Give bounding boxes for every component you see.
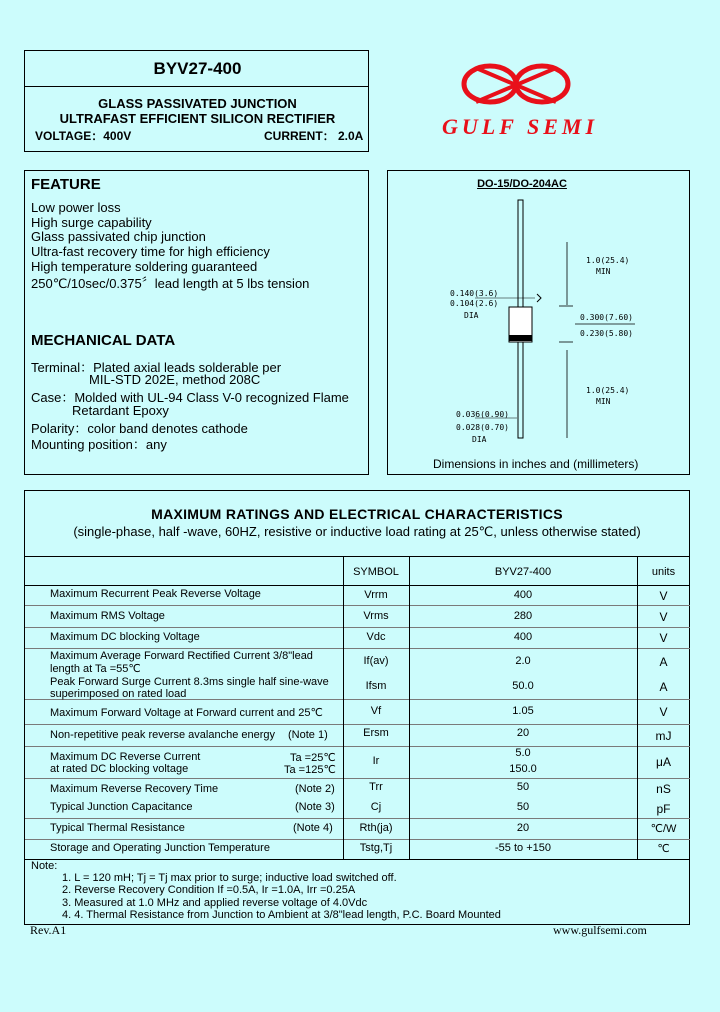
feature-item: Ultra-fast recovery time for high efficiency xyxy=(31,244,270,259)
header-box xyxy=(24,50,369,152)
mechanical-case-epoxy: Retardant Epoxy xyxy=(72,403,169,418)
value-vdc: 400 xyxy=(513,631,533,643)
package-title: DO-15/DO-204AC xyxy=(477,178,567,190)
value-ifsm: 50.0 xyxy=(512,680,534,692)
param-cj: Typical Junction Capacitance xyxy=(50,801,193,813)
unit-trr: nS xyxy=(656,782,671,796)
website: www.gulfsemi.com xyxy=(553,923,647,937)
gulf-semi-logo xyxy=(430,58,610,143)
col-header-units: units xyxy=(651,566,676,578)
symbol-cj: Cj xyxy=(370,801,382,813)
symbol-vrrm: Vrrm xyxy=(364,589,388,601)
row-divider xyxy=(25,839,690,840)
unit-ir: μA xyxy=(656,755,671,769)
dim-lead-top: 1.0(25.4) xyxy=(586,256,630,265)
value-ir-125: 150.0 xyxy=(509,763,537,775)
unit-ifav: A xyxy=(659,655,668,669)
symbol-ifsm: Ifsm xyxy=(365,680,387,692)
row-divider xyxy=(25,605,690,606)
dim-dia-max: 0.140(3.6) xyxy=(450,289,499,298)
col-header-symbol: SYMBOL xyxy=(353,566,399,578)
table-bottom-line xyxy=(25,859,690,860)
param-vf: Maximum Forward Voltage at Forward current and 25℃ xyxy=(50,707,323,719)
param-vdc: Maximum DC blocking Voltage xyxy=(50,631,200,643)
feature-item: Low power loss xyxy=(31,200,121,215)
symbol-trr: Trr xyxy=(369,781,383,793)
unit-rthja: ℃/W xyxy=(650,823,677,835)
symbol-vdc: Vdc xyxy=(366,631,386,643)
symbol-ifav: If(av) xyxy=(363,655,389,667)
unit-tstg: ℃ xyxy=(657,843,670,855)
param-tstg: Storage and Operating Junction Temperature xyxy=(50,842,270,854)
voltage-rating: VOLTAGE：400V xyxy=(35,129,132,143)
unit-ifsm: A xyxy=(659,680,668,694)
param-trr: Maximum Reverse Recovery Time xyxy=(50,783,219,795)
row-divider xyxy=(25,778,690,779)
table-top-line xyxy=(25,556,690,557)
symbol-rthja: Rth(ja) xyxy=(359,822,393,834)
row-divider xyxy=(25,818,690,819)
mechanical-terminal-std: MIL-STD 202E, method 208C xyxy=(89,372,261,387)
dim-lead-bottom-min: MIN xyxy=(596,397,611,406)
mechanical-title: MECHANICAL DATA xyxy=(31,332,176,349)
logo-text: GULF SEMI xyxy=(441,114,599,139)
feature-title: FEATURE xyxy=(31,176,101,193)
unit-vdc: V xyxy=(659,631,668,645)
symbol-ir: Ir xyxy=(372,755,380,767)
note-4: 4. 4. Thermal Resistance from Junction to Ambient at 3/8"lead length, P.C. Board Mounted xyxy=(62,909,501,921)
note-3: 3. Measured at 1.0 MHz and applied reverse voltage of 4.0Vdc xyxy=(62,897,368,909)
dim-dia-min: 0.104(2.6) xyxy=(450,299,499,308)
dim-body-min: 0.230(5.80) xyxy=(580,329,633,338)
value-cj: 50 xyxy=(516,801,530,813)
revision: Rev.A1 xyxy=(30,923,67,937)
feature-item: Glass passivated chip junction xyxy=(31,229,206,244)
param-ifav-line2: length at Ta =55℃ xyxy=(50,663,141,675)
dim-lead-bottom: 1.0(25.4) xyxy=(586,386,630,395)
symbol-ersm: Ersm xyxy=(363,727,389,739)
note-cj: (Note 3) xyxy=(295,801,335,813)
unit-vf: V xyxy=(659,705,668,719)
note-trr: (Note 2) xyxy=(295,783,335,795)
value-vrms: 280 xyxy=(513,610,533,622)
note-2: 2. Reverse Recovery Condition If =0.5A, Ir =1.0A, Irr =0.25A xyxy=(62,884,356,896)
value-vrrm: 400 xyxy=(513,589,533,601)
cond-ir-25: Ta =25℃ xyxy=(290,752,336,764)
part-number: BYV27-400 xyxy=(153,59,242,78)
param-rthja: Typical Thermal Resistance xyxy=(50,822,185,834)
diode-outline-drawing xyxy=(387,170,690,475)
param-ir: Maximum DC Reverse Current xyxy=(50,751,201,763)
row-divider xyxy=(25,627,690,628)
value-rthja: 20 xyxy=(516,822,530,834)
value-ir-25: 5.0 xyxy=(515,747,531,759)
dim-wire-min: 0.028(0.70) xyxy=(456,423,509,432)
dim-dia-label: DIA xyxy=(464,311,479,320)
note-ersm: (Note 1) xyxy=(288,729,328,741)
param-ifav: Maximum Average Forward Rectified Current 3/8"lead xyxy=(50,650,313,662)
feature-item: High surge capability xyxy=(31,215,152,230)
mechanical-mounting: Mounting position：any xyxy=(31,437,167,452)
mechanical-case: Case：Molded with UL-94 Class V-0 recognized Flame xyxy=(31,390,349,405)
note-1: 1. L = 120 mH; Tj = Tj max prior to surge; inductive load switched off. xyxy=(62,872,397,884)
param-vrrm: Maximum Recurrent Peak Reverse Voltage xyxy=(50,588,261,600)
dim-lead-top-min: MIN xyxy=(596,267,611,276)
param-ifsm: Peak Forward Surge Current 8.3ms single half sine-wave xyxy=(50,676,329,688)
param-vrms: Maximum RMS Voltage xyxy=(50,610,165,622)
unit-vrms: V xyxy=(659,610,668,624)
feature-item: High temperature soldering guaranteed xyxy=(31,259,258,274)
row-divider xyxy=(25,724,690,725)
subtitle-glass-passivated: GLASS PASSIVATED JUNCTION xyxy=(98,96,297,111)
dimensions-caption: Dimensions in inches and (millimeters) xyxy=(433,457,639,471)
feature-item: 250℃/10sec/0.375〞lead length at 5 lbs tension xyxy=(31,276,310,291)
table-header-line xyxy=(25,585,690,586)
symbol-vrms: Vrms xyxy=(363,610,389,622)
symbol-vf: Vf xyxy=(370,705,382,717)
unit-cj: pF xyxy=(656,802,671,816)
param-ifsm-line2: superimposed on rated load xyxy=(50,688,187,700)
subtitle-ultrafast: ULTRAFAST EFFICIENT SILICON RECTIFIER xyxy=(59,111,336,126)
mechanical-polarity: Polarity：color band denotes cathode xyxy=(31,421,248,436)
ratings-subtitle: (single-phase, half -wave, 60HZ, resistive or inductive load rating at 25℃, unless otherwise stated) xyxy=(73,524,641,539)
value-vf: 1.05 xyxy=(512,705,534,717)
cond-ir-125: Ta =125℃ xyxy=(284,764,336,776)
param-ersm: Non-repetitive peak reverse avalanche energy xyxy=(50,729,276,741)
ratings-title: MAXIMUM RATINGS AND ELECTRICAL CHARACTERISTICS xyxy=(151,506,563,522)
dim-body-max: 0.300(7.60) xyxy=(580,313,633,322)
col-header-part: BYV27-400 xyxy=(494,566,552,578)
current-rating: CURRENT： 2.0A xyxy=(264,129,364,143)
value-tstg: -55 to +150 xyxy=(495,842,551,854)
note-rthja: (Note 4) xyxy=(293,822,333,834)
dim-wire-label: DIA xyxy=(472,435,487,444)
dim-wire-max: 0.036(0.90) xyxy=(456,410,509,419)
mechanical-terminal: Terminal：Plated axial leads solderable per xyxy=(31,360,282,375)
unit-vrrm: V xyxy=(659,589,668,603)
param-ir-line2: at rated DC blocking voltage xyxy=(50,763,189,775)
notes-title: Note: xyxy=(31,860,58,872)
header-divider xyxy=(25,86,368,87)
value-ifav: 2.0 xyxy=(515,655,531,667)
row-divider xyxy=(25,648,690,649)
symbol-tstg: Tstg,Tj xyxy=(359,842,393,854)
unit-ersm: mJ xyxy=(655,729,672,743)
value-ersm: 20 xyxy=(516,727,530,739)
value-trr: 50 xyxy=(516,781,530,793)
